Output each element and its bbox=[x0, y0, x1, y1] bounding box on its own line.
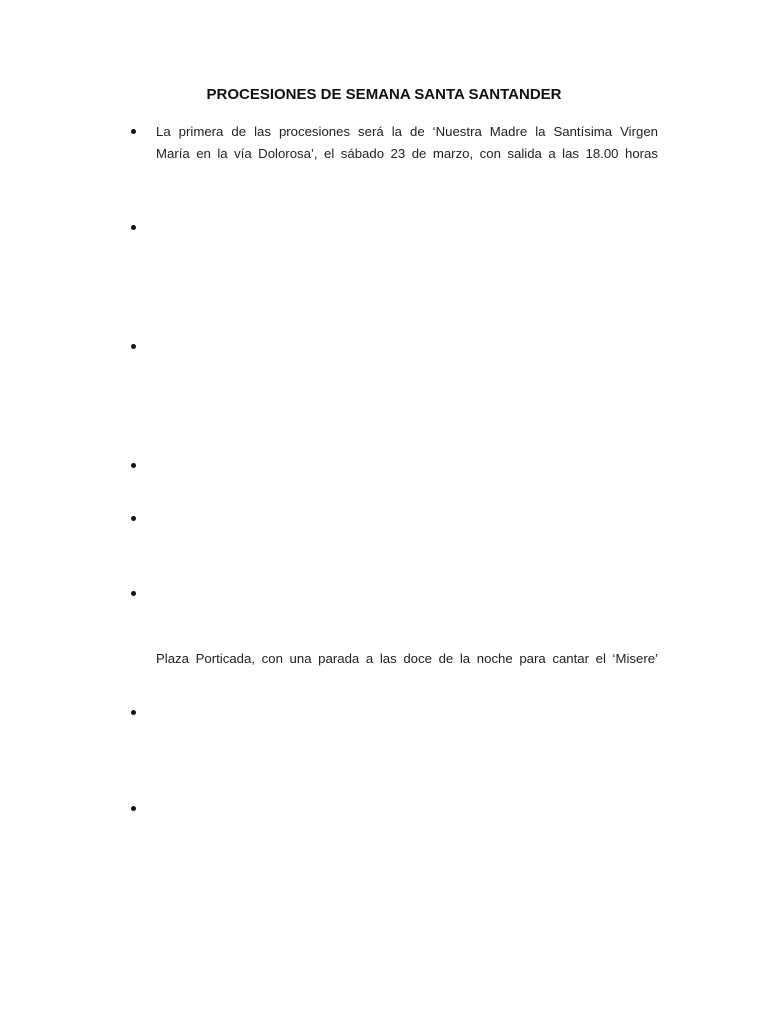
bullet-marker bbox=[130, 515, 138, 523]
paragraph-first-procession bbox=[156, 121, 658, 165]
bullet-marker bbox=[130, 805, 138, 813]
paragraph-line: Plaza Porticada, con una parada a las doce de la noche para cantar el ‘Misere’ bbox=[156, 651, 658, 666]
page-title: PROCESIONES DE SEMANA SANTA SANTANDER bbox=[206, 86, 562, 103]
bullet-marker bbox=[130, 128, 138, 136]
bullet-marker bbox=[130, 590, 138, 598]
bullet-marker bbox=[130, 224, 138, 232]
paragraph-plaza-porticada bbox=[156, 648, 658, 670]
bullet-marker bbox=[130, 462, 138, 470]
bullet-marker bbox=[130, 343, 138, 351]
bullet-marker bbox=[130, 709, 138, 717]
paragraph-line: María en la vía Dolorosa’, el sábado 23 de marzo, con salida a las 18.00 horas bbox=[156, 146, 658, 161]
paragraph-line: La primera de las procesiones será la de ‘Nuestra Madre la Santísima Virgen bbox=[156, 124, 658, 139]
